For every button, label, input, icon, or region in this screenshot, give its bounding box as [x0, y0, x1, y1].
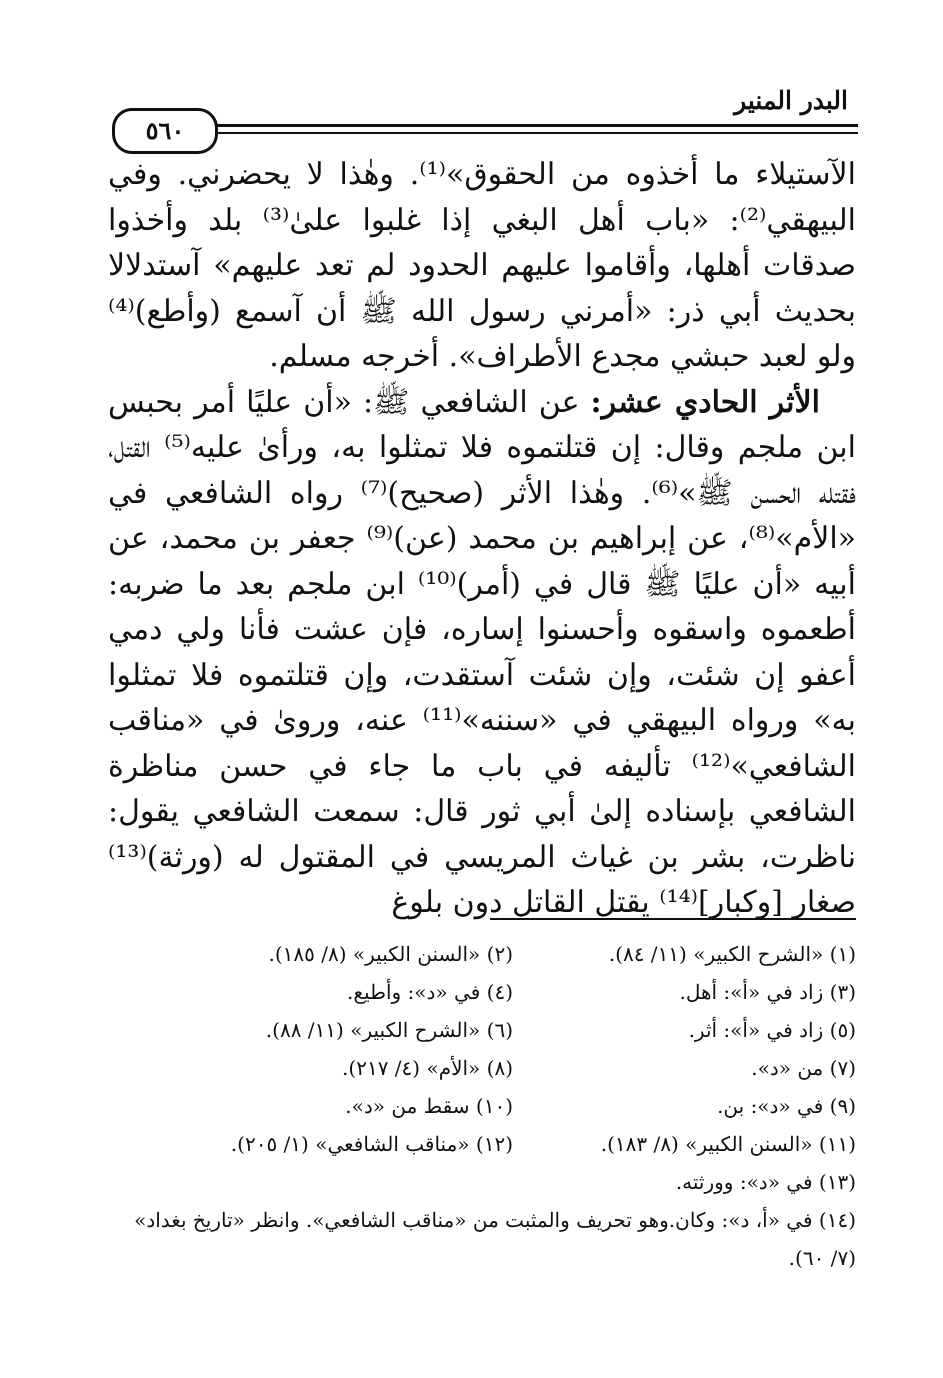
header-rule-thin: [216, 132, 858, 134]
footnote-2: (٢) «السنن الكبير» (٨/ ١٨٥).: [268, 942, 513, 966]
footnote-12: (١٢) «مناقب الشافعي» (١/ ٢٠٥).: [230, 1132, 513, 1156]
footnote-4: (٤) في «د»: وأطيع.: [347, 980, 513, 1004]
footnote-separator: [490, 918, 856, 920]
footnote-7: (٧) من «د».: [751, 1056, 856, 1080]
footnote-14: (١٤) في «أ، د»: وكان.وهو تحريف والمثبت من «مناقب الشافعي». وانظر «تاريخ بغداد» (٧/ ٦٠).: [134, 1208, 856, 1270]
footnote-row: [170, 1011, 856, 1049]
footnote-3: (٣) زاد في «أ»: أهل.: [679, 980, 856, 1004]
paragraph-1: الآستيلاء ما أخذوه من الحقوق»⁽¹⁾. وهٰذا لا يحضرني. وفي البيهقي⁽²⁾: «باب أهل البغي إذا غلبوا علىٰ⁽³⁾ بلد وأخذوا صدقات أهلها، وأقاموا عليهم الحدود لم تعد عليهم» آستدلالا بحديث أبي ذر: «أمرني رسول الله ﷺ أن آسمع (وأطع)⁽⁴⁾ ولو لعبد حبشي مجدع الأطراف». أخرجه مسلم.: [108, 157, 857, 374]
header-rule-thick: [216, 124, 858, 127]
footnote-row: [170, 1087, 856, 1125]
footnotes: [134, 935, 856, 1277]
paragraph-2-text: عن الشافعي ﷺ: «أن عليًا أمر بحبس ابن ملجم وقال: إن قتلتموه فلا تمثلوا به، ورأىٰ عليه⁽⁵⁾ القتل، فقتله الحسن ﷺ»⁽⁶⁾. وهٰذا الأثر (صحيح)⁽⁷⁾ رواه الشافعي في «الأم»⁽⁸⁾، عن إبراهيم بن محمد (عن)⁽⁹⁾ جعفر بن محمد، عن أبيه «أن عليًا ﷺ قال في (أمر)⁽¹⁰⁾ ابن ملجم بعد ما ضربه: أطعموه واسقوه وأحسنوا إساره، فإن عشت فأنا ولي دمي أعفو إن شئت، وإن شئت آستقدت، وإن قتلتموه فلا تمثلوا به» ورواه البيهقي في «سننه»⁽¹¹⁾ عنه، وروىٰ في «مناقب الشافعي»⁽¹²⁾ تأليفه في باب ما جاء في حسن مناظرة الشافعي بإسناده إلىٰ أبي ثور قال: سمعت الشافعي يقول: ناظرت، بشر بن غياث المريسي في المقتول له (ورثة)⁽¹³⁾ صغار [وكبار]⁽¹⁴⁾ يقتل القاتل دون بلوغ: [108, 384, 857, 920]
footnote-10: (١٠) سقط من «د».: [345, 1094, 513, 1118]
main-text: [108, 152, 856, 926]
footnote-row: [170, 935, 856, 973]
running-title: البدر المنير: [734, 86, 848, 115]
footnote-row: [170, 973, 856, 1011]
section-lead: الأثر الحادي عشر:: [590, 384, 820, 420]
footnote-11: (١١) «السنن الكبير» (٨/ ١٨٣).: [600, 1132, 856, 1156]
footnote-row: [170, 1125, 856, 1163]
footnote-1: (١) «الشرح الكبير» (١١/ ٨٤).: [608, 942, 856, 966]
footnote-9: (٩) في «د»: بن.: [717, 1094, 856, 1118]
footnote-6: (٦) «الشرح الكبير» (١١/ ٨٨).: [265, 1018, 513, 1042]
footnote-13: (١٣) في «د»: وورثته.: [675, 1170, 856, 1194]
footnote-8: (٨) «الأم» (٤/ ٢١٧).: [342, 1056, 513, 1080]
page-number: ٥٦٠: [112, 108, 218, 154]
page-header: [112, 80, 858, 145]
footnote-5: (٥) زاد في «أ»: أثر.: [688, 1018, 856, 1042]
paragraph-2: [108, 380, 856, 926]
footnote-row: [170, 1049, 856, 1087]
